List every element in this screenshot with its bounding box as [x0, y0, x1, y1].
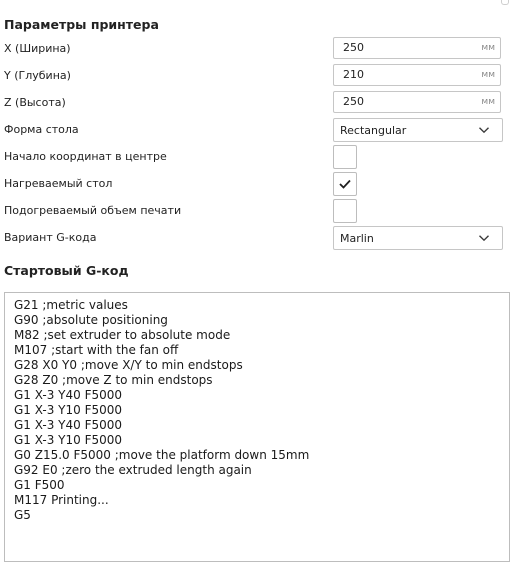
code-line: G28 X0 Y0 ;move X/Y to min endstops: [14, 358, 243, 372]
gcode-flavor-label: Вариант G-кода: [4, 231, 97, 244]
origin-at-center-label: Начало координат в центре: [4, 150, 167, 163]
heated-volume-label: Подогреваемый объем печати: [4, 204, 182, 217]
code-line: G1 X-3 Y40 F5000: [14, 418, 123, 432]
printer-settings-title: Параметры принтера: [4, 17, 159, 32]
code-line: G1 X-3 Y10 F5000: [14, 433, 123, 447]
bed-shape-select[interactable]: [333, 118, 503, 142]
checkmark-icon: [339, 179, 351, 189]
gcode-flavor-select[interactable]: [333, 226, 503, 250]
start-gcode-editor[interactable]: [4, 292, 510, 562]
code-line: G90 ;absolute positioning: [14, 313, 168, 327]
code-line: G92 E0 ;zero the extruded length again: [14, 463, 252, 477]
code-line: M82 ;set extruder to absolute mode: [14, 328, 231, 342]
heated-volume-checkbox[interactable]: [333, 199, 357, 223]
scroll-edge-indicator: [501, 0, 509, 5]
origin-at-center-checkbox[interactable]: [333, 145, 357, 169]
code-line: G1 F500: [14, 478, 65, 492]
height-label: Z (Высота): [4, 96, 66, 109]
chevron-down-icon: [479, 125, 489, 135]
code-line: G1 X-3 Y40 F5000: [14, 388, 123, 402]
depth-field[interactable]: [333, 64, 501, 86]
depth-unit: мм: [481, 70, 495, 80]
code-line: M107 ;start with the fan off: [14, 343, 179, 357]
chevron-down-icon: [479, 233, 489, 243]
code-line: G0 Z15.0 F5000 ;move the platform down 15mm: [14, 448, 310, 462]
heated-bed-label: Нагреваемый стол: [4, 177, 113, 190]
width-unit: мм: [481, 43, 495, 53]
code-line: G28 Z0 ;move Z to min endstops: [14, 373, 213, 387]
code-line: G5: [14, 508, 31, 522]
width-field[interactable]: [333, 37, 501, 59]
code-line: G21 ;metric values: [14, 298, 128, 312]
code-line: G1 X-3 Y10 F5000: [14, 403, 123, 417]
depth-value: 210: [343, 68, 364, 81]
height-field[interactable]: [333, 91, 501, 113]
code-line: M117 Printing...: [14, 493, 109, 507]
bed-shape-value: Rectangular: [340, 124, 407, 137]
gcode-flavor-value: Marlin: [340, 232, 374, 245]
width-label: X (Ширина): [4, 42, 71, 55]
bed-shape-label: Форма стола: [4, 123, 79, 136]
start-gcode-title: Стартовый G-код: [4, 263, 129, 278]
height-value: 250: [343, 95, 364, 108]
height-unit: мм: [481, 97, 495, 107]
heated-bed-checkbox[interactable]: [333, 172, 357, 196]
width-value: 250: [343, 41, 364, 54]
depth-label: Y (Глубина): [4, 69, 71, 82]
